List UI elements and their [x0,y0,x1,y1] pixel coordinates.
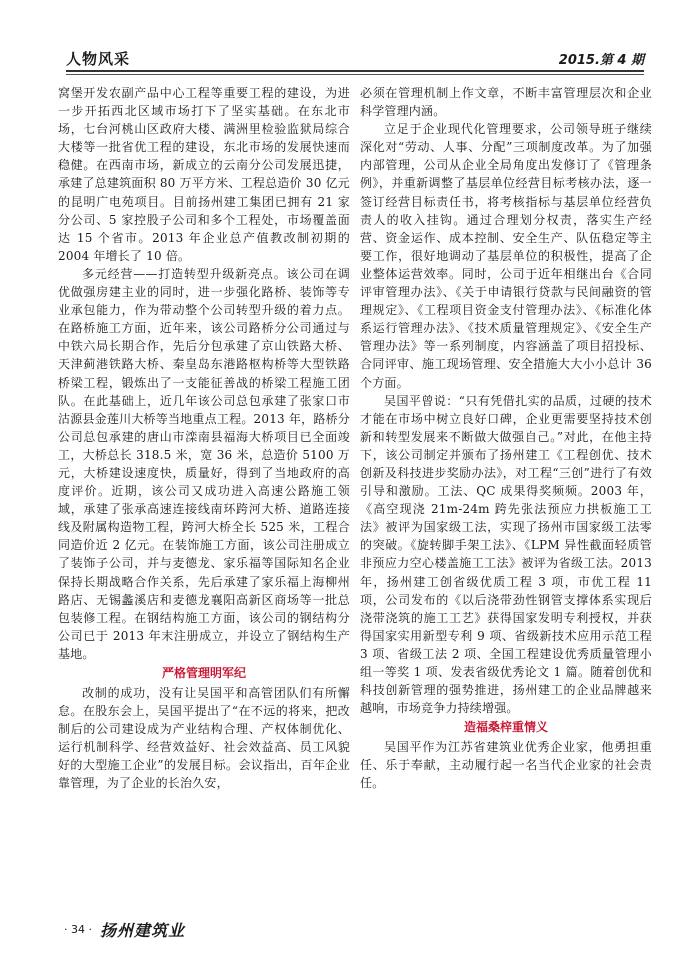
page-header [66,48,644,70]
page-number: · 34 · [64,923,92,936]
paragraph: 窝堡开发农副产品中心工程等重要工程的建设，为进一步开拓西北区域市场打下了坚实基础。在东北市场，七台河桃山区政府大楼、满洲里检验监狱局综合大楼等一批省优工程的建设，东北市场的发展快速而稳健。在西南市场，新成立的云南分公司发展迅捷，承建了总建筑面积 80 万平方米、工程总造价 30 亿元的昆明广电苑项目。目前扬州建工集团已拥有 21 家分公司、5 家控股子公司和多个工程处，市场覆盖面达 15 个省市。2013 年企业总产值教改制初期的 2004 年增长了 10 倍。 [58,86,350,263]
paragraph: 吴国平曾说：“只有凭借扎实的品质，过硬的技术才能在市场中树立良好口碑，企业更需要坚持技术创新和转型发展来不断做大做强自己。”对此，在他主持下，该公司制定并颁布了扬州建工《工程创优、技术创新及科技进步奖励办法》，对工程“三创”进行了有效引导和激励。工法、QC 成果得奖频频。2003 年，《高空现浇 21m-24m 跨先张法预应力拱板施工工法》被评为国家级工法，实现了扬州市国家级工法零的突破。《旋转脚手架工法》、《LPM 异性截面轻质管非预应力空心楼盖施工工法》被评为省级工法。2013 年，扬州建工创省级优质工程 3 项，市优工程 11 项，公司发布的《以后浇带劲性钢管支撑体系实现后浇带浇筑的施工工艺》获得国家发明专利授权，并获得国家实用新型专利 9 项、省级新技术应用示范工程 3 项、省级工法 2 项、全国工程建设优秀质量管理小组一等奖 1 项、发表省级优秀论文 1 篇。随着创优和科技创新管理的强势推进，扬州建工的企业品牌越来越响，市场竞争力持续增强。 [360,393,652,716]
page-footer [64,920,264,940]
paragraph: 必须在管理机制上作文章，不断丰富管理层次和企业科学管理内涵。 [360,86,652,119]
magazine-logo: 扬州建筑业 [100,921,186,940]
section-heading: 严格管理明军纪 [161,666,246,680]
paragraph: 改制的成功，没有让吴国平和高管团队们有所懈怠。在股东会上，吴国平提出了“在不远的将来，把改制后的公司建设成为产业结构合理、产权体制优化、运行机制科学、经营效益好、社会效益高、员工风貌好的大型施工企业”的发展目标。会议指出，百年企业靠管理，为了企业的长治久安， [58,686,350,791]
header-rule-thin [66,74,644,75]
section-heading: 造福桑梓重情义 [463,720,548,735]
issue-label: 2015.第 4 期 [558,53,644,68]
header-rule [66,70,644,72]
left-column [58,84,350,793]
section-title: 人物风采 [66,50,131,68]
paragraph: 吴国平作为江苏省建筑业优秀企业家，他勇担重任、乐于奉献，主动履行起一名当代企业家的社会责任。 [360,740,652,791]
right-column [360,84,652,793]
paragraph: 立足于企业现代化管理要求，公司领导班子继续深化对“劳动、人事、分配”三项制度改革。为了加强内部管理，公司从企业全局角度出发修订了《管理条例》，并重新调整了基层单位经营目标考核办法，逐一签订经营目标责任书，将考核指标与基层单位经营负责人的收入挂钩。通过合理划分权责，落实生产经营、资金运作、成本控制、安全生产、队伍稳定等主要工作，很好地调动了基层单位的积极性，提高了企业整体运营效率。同时，公司于近年相继出台《合同评审管理办法》、《关于申请银行贷款与民间融资的管理规定》、《工程项目资金支付管理办法》、《标准化体系运行管理办法》、《技术质量管理规定》、《安全生产管理办法》等一系列制度，内容涵盖了项目招投标、合同评审、施工现场管理、安全措施大大小小总计 36 个方面。 [360,122,652,390]
paragraph: 多元经营——打造转型升级新亮点。该公司在调优做强房建主业的同时，进一步强化路桥、装饰等专业承包能力，作为带动整个公司转型升级的着力点。在路桥施工方面，近年来，该公司路桥分公司通过与中铁六局长期合作，先后分包承建了京山铁路大桥、天津蓟港铁路大桥、秦皇岛东港路枢构桥等大型铁路桥梁工程，锻炼出了一支能征善战的桥梁工程施工团队。在此基础上，近几年该公司总包承建了张家口市沽源县金莲川大桥等当地重点工程。2013 年，路桥分公司总包承建的唐山市滦南县福海大桥项目已全面竣工，大桥总长 318.5 米，宽 36 米，总造价 5100 万元，大桥建设速度快，质量好，得到了当地政府的高度评价。近期，该公司又成功进入高速公路施工领域，承建了张承高速连接线南环跨河大桥、道路连接线及附属构造物工程，跨河大桥全长 525 米，工程合同造价近 2 亿元。在装饰施工方面，该公司注册成立了装饰子公司，并与麦德龙、家乐福等国际知名企业保持长期战略合作关系，先后承建了家乐福上海柳州路店、无锡蠡溪店和麦德龙襄阳高新区商场等一批总包装修工程。在钢结构施工方面，该公司的钢结构分公司已于 2013 年末注册成立，并设立了钢结构生产基地。 [58,266,350,661]
